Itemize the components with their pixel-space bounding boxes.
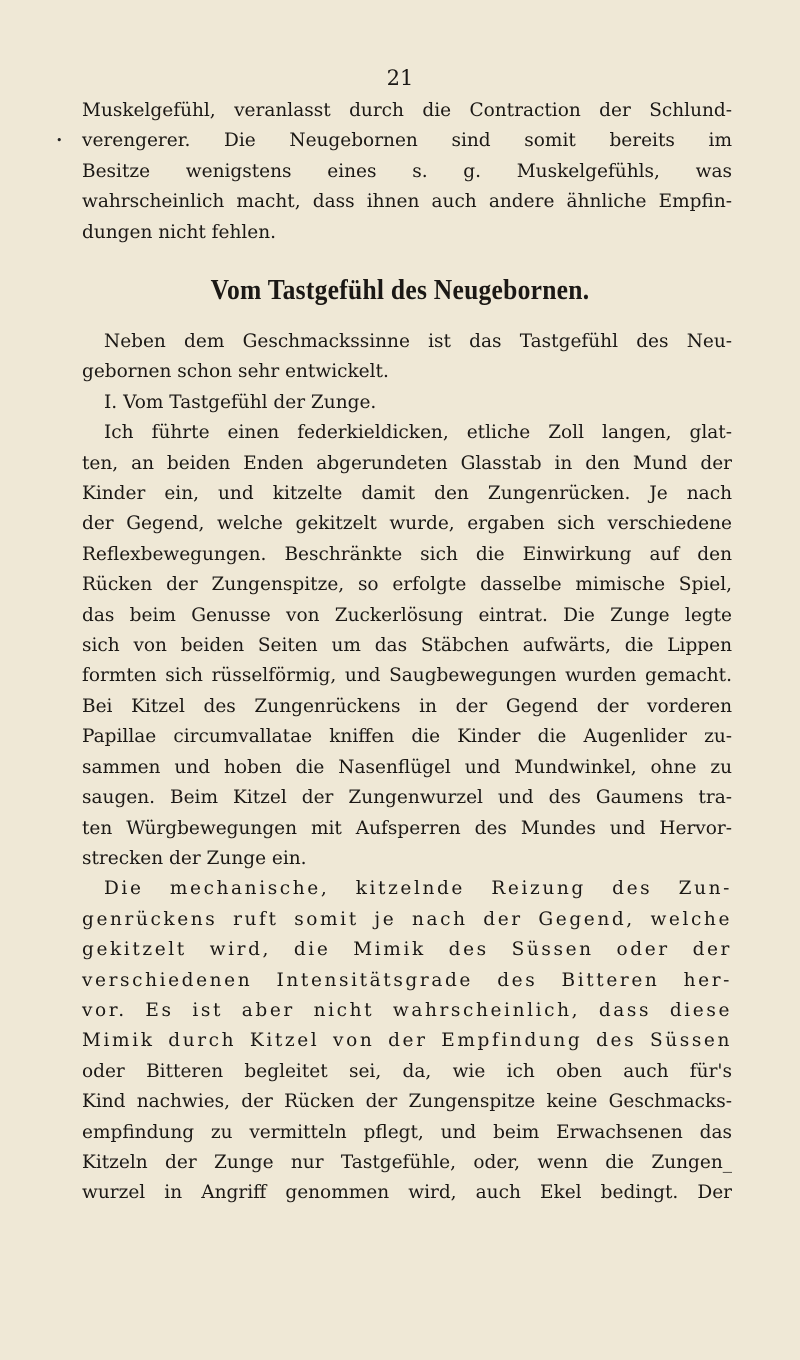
text-line: ten Würgbewegungen mit Aufsperren des Mundes und Hervor- xyxy=(82,817,732,839)
text-line: formten sich rüsselförmig, und Saugbewegungen wurden gemacht. xyxy=(82,665,732,687)
text-line: Kinder ein, und kitzelte damit den Zungenrücken. Je nach xyxy=(82,483,732,505)
text-line: Kind nachwies, der Rücken der Zungenspitze keine Geschmacks- xyxy=(82,1091,732,1113)
page-number: 21 xyxy=(386,66,414,90)
paragraph-top xyxy=(82,96,732,248)
text-line: dungen nicht fehlen. xyxy=(82,221,277,243)
text-line: der Gegend, welche gekitzelt wurde, ergaben sich verschiedene xyxy=(82,513,732,535)
text-line-emphasis: genrückens ruft somit je nach der Gegend, welche xyxy=(82,908,732,930)
text-line: Neben dem Geschmackssinne ist das Tastgefühl des Neu- xyxy=(104,331,732,352)
text-line: Papillae circumvallatae kniffen die Kinder die Augenlider zu- xyxy=(82,726,732,748)
margin-mark: • xyxy=(56,134,63,147)
text-line: saugen. Beim Kitzel der Zungenwurzel und des Gaumens tra- xyxy=(82,787,732,809)
text-line: sich von beiden Seiten um das Stäbchen aufwärts, die Lippen xyxy=(82,635,732,657)
text-line: Rücken der Zungenspitze, so erfolgte dasselbe mimische Spiel, xyxy=(82,574,732,596)
text-line: gebornen schon sehr entwickelt. xyxy=(82,361,389,383)
text-line: Kitzeln der Zunge nur Tastgefühle, oder, wenn die Zungen_ xyxy=(82,1151,732,1173)
text-line: sammen und hoben die Nasenflügel und Mundwinkel, ohne zu xyxy=(82,756,732,778)
text-line: empfindung zu vermitteln pflegt, und beim Erwachsenen das xyxy=(82,1121,732,1143)
text-line: ten, an beiden Enden abgerundeten Glasstab in den Mund der xyxy=(82,452,732,474)
text-line: Ich führte einen federkieldicken, etliche Zoll langen, glat- xyxy=(104,422,732,444)
text-line: das beim Genusse von Zuckerlösung eintrat. Die Zunge legte xyxy=(82,604,732,626)
text-line: wahrscheinlich macht, dass ihnen auch andere ähnliche Empfin- xyxy=(82,191,732,213)
text-line: Besitze wenigstens eines s. g. Muskelgefühls, was xyxy=(82,160,732,182)
text-line-emphasis: gekitzelt wird, die Mimik des Süssen oder der xyxy=(82,939,732,961)
text-line: wurzel in Angriff genommen wird, auch Ekel bedingt. Der xyxy=(82,1182,732,1204)
subheading: I. Vom Tastgefühl der Zunge. xyxy=(104,391,377,413)
text-line: Reflexbewegungen. Beschränkte sich die Einwirkung auf den xyxy=(82,543,732,565)
section-heading: Vom Tastgefühl des Neugebornen. xyxy=(210,274,590,306)
text-line: strecken der Zunge ein. xyxy=(82,847,307,869)
text-line-emphasis: Mimik durch Kitzel von der Empfindung des Süssen xyxy=(82,1030,732,1052)
text-line-emphasis: vor. Es ist aber nicht wahrscheinlich, dass diese xyxy=(82,999,732,1021)
text-line: Bei Kitzel des Zungenrückens in der Gegend der vorderen xyxy=(82,695,732,717)
text-line: oder Bitteren begleitet sei, da, wie ich oben auch für's xyxy=(82,1060,732,1082)
text-line-emphasis: verschiedenen Intensitätsgrade des Bitteren her- xyxy=(82,969,732,991)
text-line-emphasis: Die mechanische, kitzelnde Reizung des Zun- xyxy=(104,878,732,900)
section-body xyxy=(82,327,732,1209)
text-line: Muskelgefühl, veranlasst durch die Contraction der Schlund- xyxy=(82,100,732,121)
text-line: verengerer. Die Neugebornen sind somit bereits im xyxy=(82,130,732,152)
